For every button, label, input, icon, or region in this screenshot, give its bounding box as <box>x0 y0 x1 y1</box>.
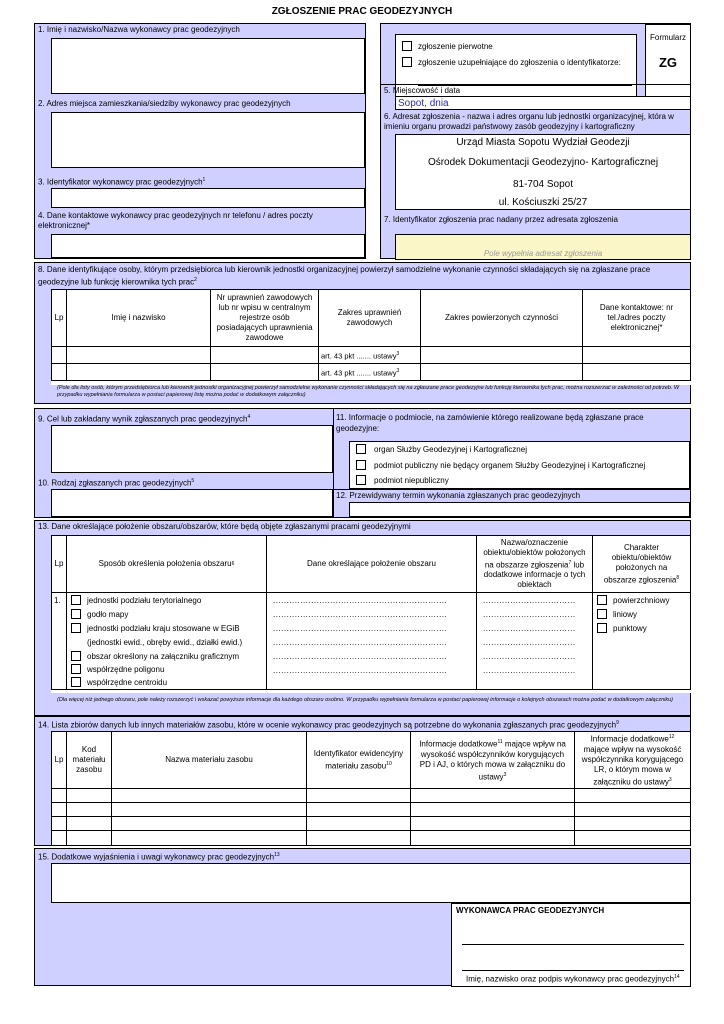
s14-r2-info12[interactable] <box>574 802 691 817</box>
s14-r4-info12[interactable] <box>574 830 691 846</box>
s14-body <box>51 788 691 846</box>
s14-r2-code[interactable] <box>66 802 112 817</box>
s14-col-lp: Lp <box>51 731 67 789</box>
s10-label: 10. Rodzaj zgłaszanych prac geodezyjnych$^5$ <box>38 478 195 488</box>
s13-row1-char <box>592 592 691 690</box>
method-territorial-checkbox[interactable] <box>71 595 81 605</box>
first-submission-checkbox[interactable] <box>402 41 412 51</box>
method-egib-checkbox[interactable] <box>71 623 81 633</box>
s8-col-scope: Zakres uprawnień zawodowych <box>318 289 421 347</box>
method-graphic-checkbox[interactable] <box>71 651 81 661</box>
s11-private-label: podmiot niepubliczny <box>374 475 449 485</box>
s8-row2-contact[interactable] <box>582 363 691 381</box>
s13-row1-method <box>66 592 267 690</box>
s4-field[interactable] <box>51 234 365 258</box>
addressee-line3: 81-704 Sopot <box>512 179 574 190</box>
s15-label: 15. Dodatkowe wyjaśnienia i uwagi wykonawcy prac geodezyjnych$^{13}$ <box>38 852 280 862</box>
addressee-line2: Ośrodek Dokumentacji Geodezyjno- Kartograficznej <box>427 157 659 168</box>
s5-label-text: 5. Miejscowość i data <box>381 84 690 97</box>
char-linear-label: liniowy <box>613 609 638 619</box>
s14-col-info11: Informacje dodatkowe$^{11}$ mające wpływ na wysokość współczynników korygujących PD i AJ, o których mowa w załączniku do ustawy$^3$ <box>410 731 575 789</box>
s14-col-code: Kod materiału zasobu <box>66 731 112 789</box>
s14-r2-id[interactable] <box>306 802 411 817</box>
s14-r3-lp[interactable] <box>51 816 67 831</box>
s8-row1-name[interactable] <box>66 346 211 364</box>
method-option-polygon[interactable] <box>71 664 164 674</box>
form-title: ZGŁOSZENIE PRAC GEODEZYJNYCH <box>271 6 453 17</box>
s14-r3-info12[interactable] <box>574 816 691 831</box>
s9-field[interactable] <box>51 425 333 473</box>
s4-label: 4. Dane kontaktowe wykonawcy prac geodezyjnych nr telefonu / adres poczty elektronicznej* <box>38 211 313 230</box>
s13-table <box>51 535 691 693</box>
s7-placeholder: Pole wypełnia adresat zgłoszenia <box>483 249 603 258</box>
method-option-territorial[interactable] <box>71 595 201 605</box>
s13-label: 13. Dane określające położenie obszaru/obszarów, które będą objęte zgłaszanymi pracami geodezyjnymi <box>38 522 411 531</box>
s14-r1-code[interactable] <box>66 788 112 803</box>
s3-label: 3. Identyfikator wykonawcy prac geodezyjnych$^1$ <box>38 177 206 187</box>
s11-organ-label: organ Służby Geodezyjnej i Kartograficznej <box>374 444 527 454</box>
s14-label: 14. Lista zbiorów danych lub innych materiałów zasobu, które w ocenie wykonawcy prac geodezyjnych są potrzebne do wykonania zgłaszanych prac geodezyjnych$^9$ <box>38 720 619 730</box>
addressee-line4: ul. Kościuszki 25/27 <box>498 197 588 208</box>
s12-label: 12. Przewidywany termin wykonania zgłaszanych prac geodezyjnych <box>333 489 690 502</box>
s11-public-label: podmiot publiczny nie będący organem Służby Geodezyjnej i Kartograficznej <box>374 460 646 470</box>
s2-label: 2. Adres miejsca zamieszkania/siedziby wykonawcy prac geodezyjnych <box>38 99 291 108</box>
method-centroid-checkbox[interactable] <box>71 677 81 687</box>
char-option-point[interactable] <box>597 623 647 633</box>
method-egib-sublabel: (jednostki ewid., obręby ewid., działki ewid.) <box>87 638 243 647</box>
char-point-label: punktowy <box>613 623 647 633</box>
addressee-line1: Urząd Miasta Sopotu Wydział Geodezji <box>456 137 630 148</box>
signature-line1[interactable] <box>462 944 684 945</box>
s8-col-name: Imię i nazwisko <box>66 289 211 347</box>
s11-option-organ[interactable] <box>356 444 527 454</box>
s13-col-char: Charakter obiektu/obiektów położonych na obszarze zgłoszenia$^8$ <box>592 535 691 593</box>
left-panel <box>34 23 366 259</box>
s11-private-checkbox[interactable] <box>356 475 366 485</box>
s11-organ-checkbox[interactable] <box>356 444 366 454</box>
s11-public-checkbox[interactable] <box>356 460 366 470</box>
s14-col-name: Nazwa materiału zasobu <box>111 731 307 789</box>
right-panel <box>380 23 691 259</box>
char-point-checkbox[interactable] <box>597 623 607 633</box>
signature-line2[interactable] <box>462 970 684 971</box>
method-map-sheet-checkbox[interactable] <box>71 609 81 619</box>
s14-r3-code[interactable] <box>66 816 112 831</box>
s2-field[interactable] <box>51 112 365 168</box>
method-polygon-label: współrzędne poligonu <box>87 664 165 674</box>
s5-place-date-field[interactable]: Sopot, dnia <box>395 96 691 110</box>
s7-label: 7. Identyfikator zgłoszenia prac nadany przez adresata zgłoszenia <box>384 215 618 224</box>
form-code: ZG <box>658 55 678 70</box>
s7-field <box>395 234 691 260</box>
s14-panel <box>34 716 691 846</box>
s1-label: 1. Imię i nazwisko/Nazwa wykonawcy prac geodezyjnych <box>38 25 240 34</box>
s14-table <box>51 731 691 847</box>
s10-field[interactable] <box>51 489 333 517</box>
s8-row2-scope[interactable]: art. 43 pkt ....... ustawy$^3$ <box>318 363 421 381</box>
method-option-graphic[interactable] <box>71 651 239 661</box>
s14-r4-id[interactable] <box>306 830 411 846</box>
s8-row2-name[interactable] <box>66 363 211 381</box>
method-polygon-checkbox[interactable] <box>71 664 81 674</box>
s14-r1-id[interactable] <box>306 788 411 803</box>
s13-col-data: Dane określające położenie obszaru <box>266 535 477 593</box>
s6-label: 6. Adresat zgłoszenia - nazwa i adres organu lub jednostki organizacyjnej, która w imieniu organu prowadzi państwowy zasób geodezyjny i kartograficzny <box>384 112 674 131</box>
s14-r4-info11[interactable] <box>410 830 575 846</box>
s9-12-panel <box>34 408 691 518</box>
s3-field[interactable] <box>51 188 365 208</box>
s8-row2-lp[interactable] <box>51 363 67 381</box>
char-option-area[interactable] <box>597 595 669 605</box>
method-territorial-label: jednostki podziału terytorialnego <box>87 595 202 605</box>
s14-r3-id[interactable] <box>306 816 411 831</box>
s14-r2-info11[interactable] <box>410 802 575 817</box>
s8-row1-license[interactable] <box>210 346 319 364</box>
s13-col-name: Nazwa/oznaczenie obiektu/obiektów położonych na obszarze zgłoszenia$^7$ lub dodatkowe informacje o tych obiektach <box>476 535 593 593</box>
s13-row1-name[interactable]: .................................. .................................. .................................. .................................. .................................. .................................. <box>476 592 593 690</box>
char-linear-checkbox[interactable] <box>597 609 607 619</box>
s8-note: (Pole dla listy osób, którym przedsiębiorca lub kierownik jednostki organizacyjnej powierzył samodzielne wykonanie czynności składających się na zgłaszane prace geodezyjne lub funkcję kierownika tych prac, można rozszerzać w zależności od potrzeb. W przypadku wypełniania formularza w postaci papierowej listę można podać w dodatkowym załączniku) <box>57 385 680 398</box>
s8-row2-license[interactable] <box>210 363 319 381</box>
s15-field[interactable] <box>51 863 691 903</box>
form-code-label: Formularz <box>649 33 686 42</box>
s8-col-contact: Dane kontaktowe: nr tel./adres poczty elektronicznej* <box>582 289 691 347</box>
s14-r1-info12[interactable] <box>574 788 691 803</box>
s14-r4-code[interactable] <box>66 830 112 846</box>
signature-box <box>451 903 691 987</box>
s13-row1-data[interactable]: ................................................................ ................................................................ ................................................................ ................................................................ ................................................................ ................................................................ <box>266 592 477 690</box>
s8-table <box>51 289 691 385</box>
s8-row1-contact[interactable] <box>582 346 691 364</box>
s11-label: 11. Informacje o podmiocie, na zamówienie którego realizowane będą zgłaszane prace geodezyjne: <box>336 413 644 433</box>
s13-col-lp: Lp <box>51 535 67 593</box>
method-egib-label: jednostki podziału kraju stosowane w EGiB <box>87 623 240 633</box>
s8-row1-work[interactable] <box>420 346 583 364</box>
method-option-egib[interactable] <box>71 623 240 633</box>
s6-addressee-box <box>395 134 691 210</box>
supplement-submission-checkbox[interactable] <box>402 57 412 67</box>
s15-panel <box>34 848 691 986</box>
supplement-submission-label: zgłoszenie uzupełniające do zgłoszenia o identyfikatorze: <box>418 57 621 67</box>
s12-field[interactable] <box>349 502 690 517</box>
s14-col-info12: Informacje dodatkowe$^{12}$ mające wpływ na wysokość współczynnika korygującego LR, o którym mowa w załączniku do ustawy$^3$ <box>574 731 691 789</box>
char-area-label: powierzchniowy <box>613 595 670 605</box>
s8-row1-scope[interactable]: art. 43 pkt ....... ustawy$^3$ <box>318 346 421 364</box>
s13-panel <box>34 520 691 716</box>
method-graphic-label: obszar określony na załączniku graficznym <box>87 651 240 661</box>
signature-caption: Imię, nazwisko oraz podpis wykonawcy prac geodezyjnych$^{14}$ <box>466 974 680 984</box>
s11-option-public[interactable] <box>356 460 645 470</box>
method-map-sheet-label: godło mapy <box>87 609 129 619</box>
s8-col-work: Zakres powierzonych czynności <box>420 289 583 347</box>
first-submission-option[interactable] <box>402 41 493 51</box>
s11-options-box <box>349 441 690 489</box>
s14-r3-name[interactable] <box>111 816 307 831</box>
s14-r4-lp[interactable] <box>51 830 67 846</box>
s8-col-license: Nr uprawnień zawodowych lub nr wpisu w centralnym rejestrze osób posiadających uprawnienia zawodowe <box>210 289 319 347</box>
s14-r1-lp[interactable] <box>51 788 67 803</box>
method-option-centroid[interactable] <box>71 677 167 687</box>
supplement-submission-option[interactable] <box>402 57 621 67</box>
s14-col-id: Identyfikator ewidencyjny materiału zasobu$^{10}$ <box>306 731 411 789</box>
s13-row1-lp: 1. <box>51 592 67 690</box>
s8-row2-work[interactable] <box>420 363 583 381</box>
s8-row1-lp[interactable] <box>51 346 67 364</box>
s14-r2-name[interactable] <box>111 802 307 817</box>
first-submission-label: zgłoszenie pierwotne <box>418 41 493 51</box>
s8-label: 8. Dane identyfikujące osoby, którym przedsiębiorca lub kierownik jednostki organizacyjnej powierzył samodzielne wykonanie czynności składających się na zgłaszane prace geodezyjne lub funkcję kierownika tych prac$^2$ <box>38 265 651 287</box>
s9-label: 9. Cel lub zakładany wynik zgłaszanych prac geodezyjnych$^4$ <box>38 414 251 424</box>
s1-field[interactable] <box>51 38 365 94</box>
s14-r3-info11[interactable] <box>410 816 575 831</box>
s14-r1-info11[interactable] <box>410 788 575 803</box>
s13-col-method: Sposób określenia położenia obszaru 6 <box>66 535 267 593</box>
s14-r4-name[interactable] <box>111 830 307 846</box>
s14-r2-lp[interactable] <box>51 802 67 817</box>
s14-r1-name[interactable] <box>111 788 307 803</box>
signature-title: WYKONAWCA PRAC GEODEZYJNYCH <box>456 906 605 915</box>
s8-col-lp: Lp <box>51 289 67 347</box>
s13-note: (Dla więcej niż jednego obszaru, pole należy rozszerzyć i wskazać powyższe informacje dla każdego obszaru osobno. W przypadku wypełniania formularza w postaci papierowej informacje o kolejnych obszarach można podać w dodatkowym załączniku) <box>57 697 673 703</box>
s8-panel <box>34 262 691 404</box>
method-option-map-sheet[interactable] <box>71 609 128 619</box>
char-option-linear[interactable] <box>597 609 637 619</box>
method-centroid-label: współrzędne centroidu <box>87 677 168 687</box>
s11-option-private[interactable] <box>356 475 449 485</box>
char-area-checkbox[interactable] <box>597 595 607 605</box>
